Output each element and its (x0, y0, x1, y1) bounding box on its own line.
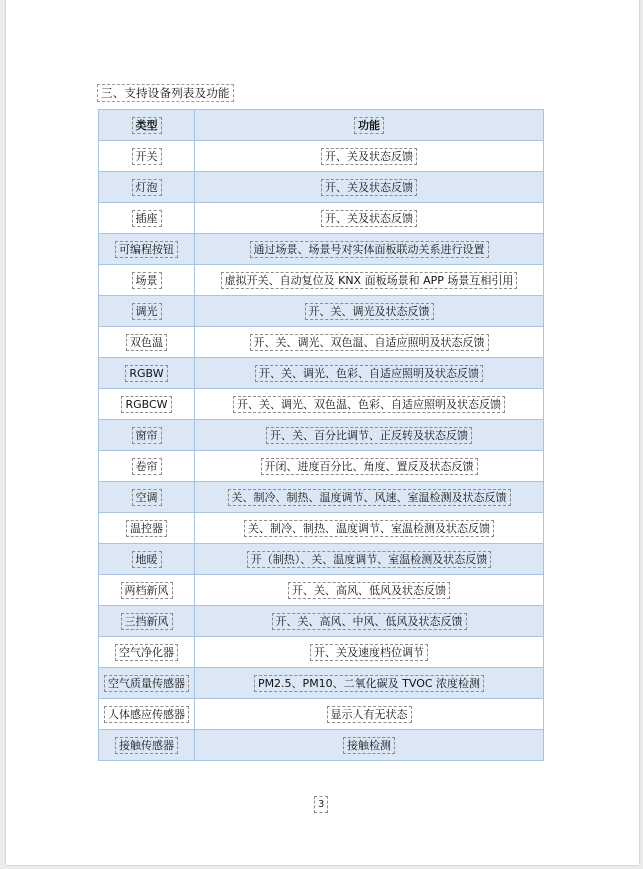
device-type: 空气净化器 (115, 644, 178, 661)
table-row (99, 451, 544, 482)
table-row (99, 513, 544, 544)
type-cell (99, 575, 195, 606)
table-row (99, 699, 544, 730)
function-cell (195, 141, 544, 172)
type-cell (99, 172, 195, 203)
type-cell (99, 668, 195, 699)
table-row (99, 668, 544, 699)
function-cell (195, 358, 544, 389)
header-type-cell (99, 110, 195, 141)
table-row (99, 544, 544, 575)
function-cell (195, 203, 544, 234)
table-header-row (99, 110, 544, 141)
table-row (99, 575, 544, 606)
device-function: 开（制热）、关、温度调节、室温检测及状态反馈 (247, 551, 492, 568)
table-row (99, 327, 544, 358)
function-cell (195, 637, 544, 668)
function-cell (195, 265, 544, 296)
device-function: 关、制冷、制热、温度调节、风速、室温检测及状态反馈 (228, 489, 511, 506)
device-type: 双色温 (126, 334, 167, 351)
function-cell (195, 296, 544, 327)
device-support-table (98, 109, 544, 761)
function-cell (195, 234, 544, 265)
type-cell (99, 327, 195, 358)
function-cell (195, 668, 544, 699)
header-type-label: 类型 (132, 117, 162, 134)
section-title: 三、支持设备列表及功能 (97, 84, 234, 102)
function-cell (195, 172, 544, 203)
device-function: 开闭、进度百分比、角度、置反及状态反馈 (261, 458, 478, 475)
device-function: 关、制冷、制热、温度调节、室温检测及状态反馈 (244, 520, 494, 537)
device-function: 开、关及状态反馈 (321, 148, 417, 165)
type-cell (99, 482, 195, 513)
type-cell (99, 420, 195, 451)
type-cell (99, 730, 195, 761)
type-cell (99, 513, 195, 544)
function-cell (195, 451, 544, 482)
function-cell (195, 513, 544, 544)
device-function: PM2.5、PM10、二氧化碳及 TVOC 浓度检测 (254, 675, 484, 692)
device-type: 调光 (132, 303, 162, 320)
device-type: RGBCW (121, 396, 171, 413)
table-row (99, 637, 544, 668)
document-page (6, 0, 639, 865)
device-function: 通过场景、场景号对实体面板联动关系进行设置 (250, 241, 489, 258)
type-cell (99, 234, 195, 265)
type-cell (99, 606, 195, 637)
device-function: 接触检测 (343, 737, 395, 754)
function-cell (195, 544, 544, 575)
header-function-label: 功能 (354, 117, 384, 134)
device-type: 人体感应传感器 (104, 706, 189, 723)
device-type: 空调 (132, 489, 162, 506)
table-row (99, 203, 544, 234)
device-type: 卷帘 (132, 458, 162, 475)
function-cell (195, 730, 544, 761)
device-function: 开、关及状态反馈 (321, 179, 417, 196)
type-cell (99, 141, 195, 172)
table-row (99, 296, 544, 327)
device-type: 窗帘 (132, 427, 162, 444)
table-row (99, 265, 544, 296)
device-type: 接触传感器 (115, 737, 178, 754)
device-function: 开、关、高风、低风及状态反馈 (288, 582, 450, 599)
device-function: 开、关、百分比调节、正反转及状态反馈 (266, 427, 472, 444)
function-cell (195, 699, 544, 730)
type-cell (99, 389, 195, 420)
table-row (99, 358, 544, 389)
device-type: 开关 (132, 148, 162, 165)
device-type: 三挡新风 (121, 613, 173, 630)
device-function: 虚拟开关、自动复位及 KNX 面板场景和 APP 场景互相引用 (221, 272, 518, 289)
type-cell (99, 451, 195, 482)
device-type: 两档新风 (121, 582, 173, 599)
page-number-label: 3 (314, 796, 328, 813)
function-cell (195, 327, 544, 358)
device-type: RGBW (125, 365, 167, 382)
function-cell (195, 606, 544, 637)
device-function: 开、关、调光及状态反馈 (305, 303, 434, 320)
device-function: 开、关及状态反馈 (321, 210, 417, 227)
function-cell (195, 389, 544, 420)
device-function: 显示人有无状态 (327, 706, 412, 723)
function-cell (195, 482, 544, 513)
header-function-cell (195, 110, 544, 141)
device-function: 开、关、调光、双色温、色彩、自适应照明及状态反馈 (233, 396, 505, 413)
function-cell (195, 575, 544, 606)
device-type: 可编程按钮 (115, 241, 178, 258)
table-row (99, 482, 544, 513)
table-row (99, 172, 544, 203)
device-type: 地暖 (132, 551, 162, 568)
table-row (99, 606, 544, 637)
device-function: 开、关、调光、双色温、自适应照明及状态反馈 (250, 334, 489, 351)
table-row (99, 389, 544, 420)
type-cell (99, 203, 195, 234)
type-cell (99, 358, 195, 389)
device-function: 开、关、调光、色彩、自适应照明及状态反馈 (255, 365, 483, 382)
device-function: 开、关及速度档位调节 (310, 644, 428, 661)
type-cell (99, 296, 195, 327)
table-row (99, 234, 544, 265)
device-type: 插座 (132, 210, 162, 227)
table-row (99, 730, 544, 761)
device-function: 开、关、高风、中风、低风及状态反馈 (272, 613, 467, 630)
device-type: 温控器 (126, 520, 167, 537)
device-type: 空气质量传感器 (104, 675, 189, 692)
type-cell (99, 699, 195, 730)
device-type: 灯泡 (132, 179, 162, 196)
type-cell (99, 544, 195, 575)
type-cell (99, 637, 195, 668)
type-cell (99, 265, 195, 296)
table-row (99, 420, 544, 451)
table-row (99, 141, 544, 172)
device-type: 场景 (132, 272, 162, 289)
function-cell (195, 420, 544, 451)
page-number (314, 796, 328, 813)
